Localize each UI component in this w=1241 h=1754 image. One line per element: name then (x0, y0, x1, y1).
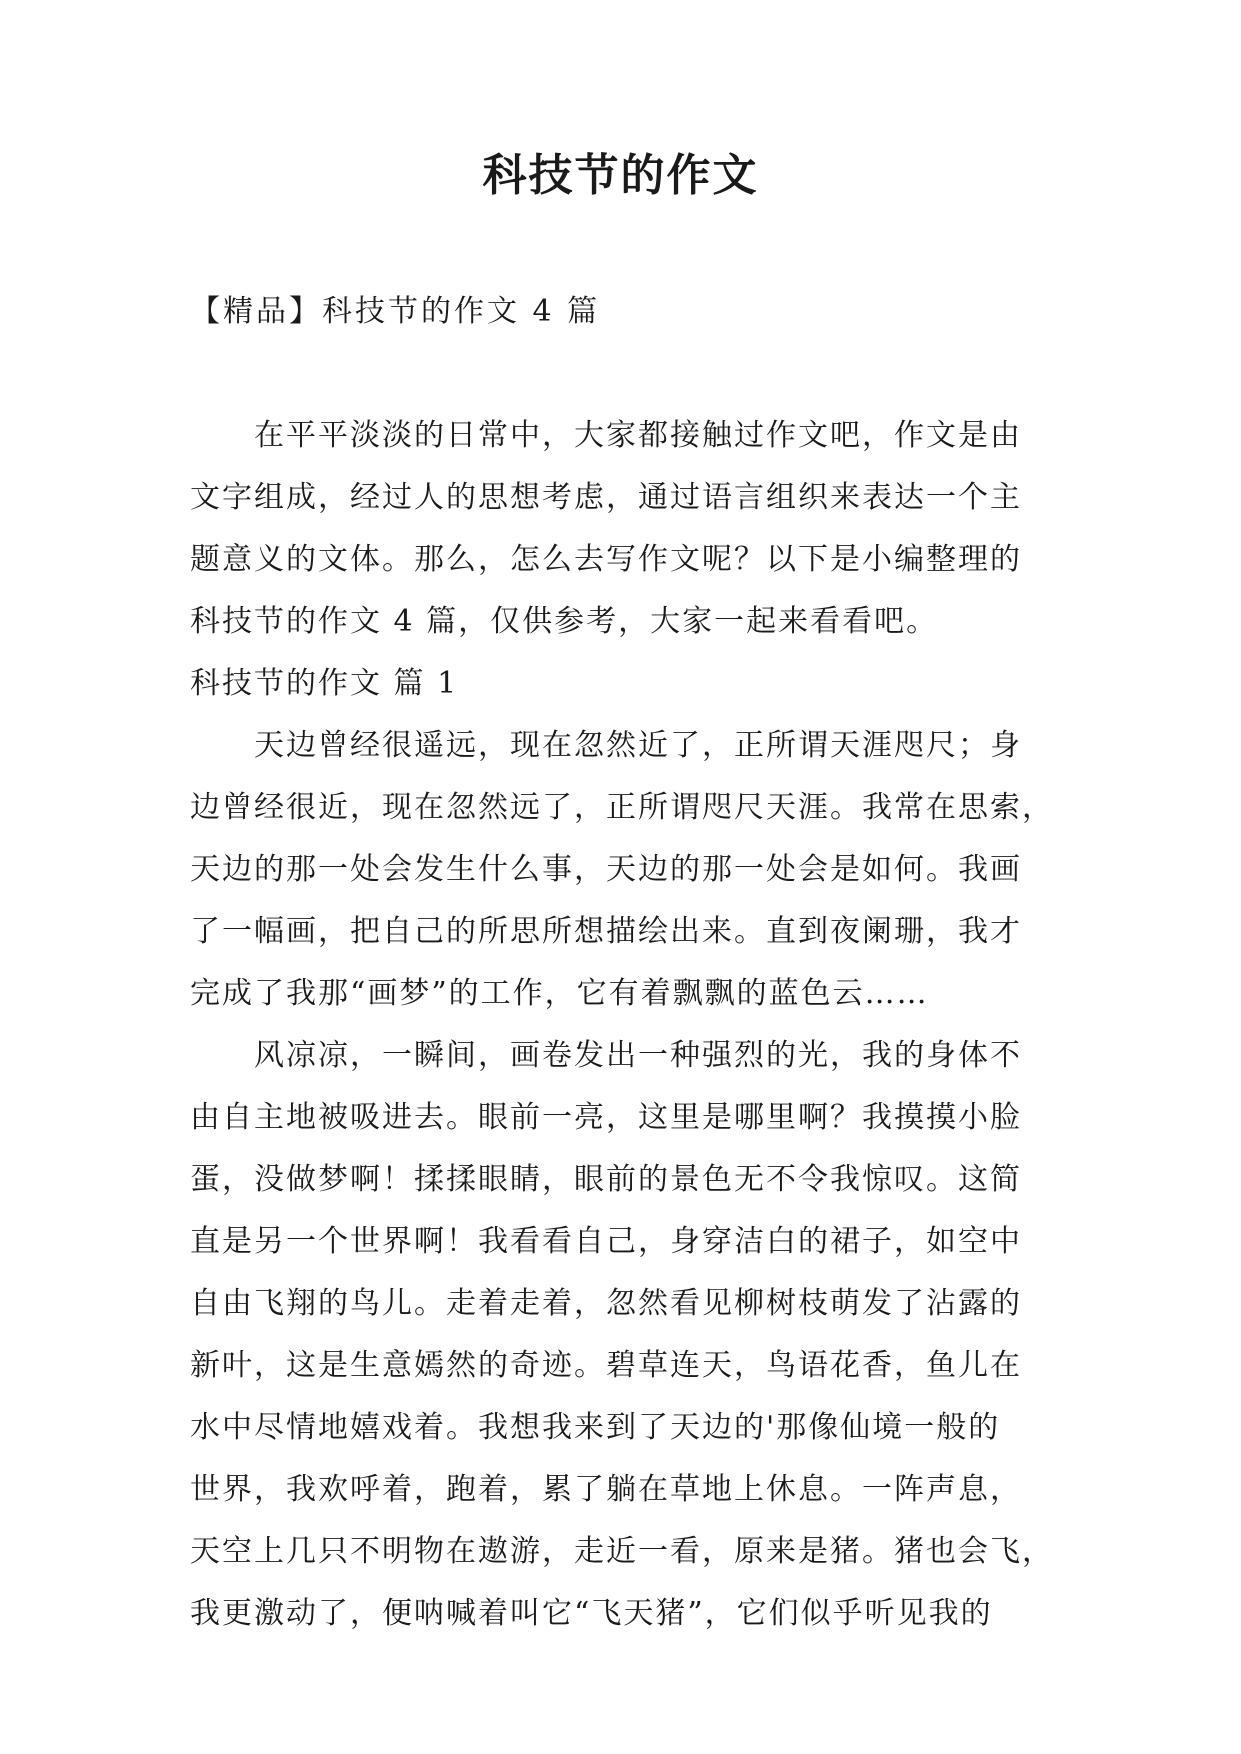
document-subtitle: 【精品】科技节的作文 4 篇 (190, 294, 601, 329)
text-line: 直是另一个世界啊！我看看自己，身穿洁白的裙子，如空中 (190, 1224, 1022, 1259)
text-line: 新叶，这是生意嫣然的奇迹。碧草连天，鸟语花香，鱼儿在 (190, 1348, 1022, 1383)
text-line: 题意义的文体。那么，怎么去写作文呢？以下是小编整理的 (190, 542, 1022, 577)
text-line: 天边的那一处会发生什么事，天边的那一处会是如何。我画 (190, 852, 1022, 887)
text-line: 了一幅画，把自己的所思所想描绘出来。直到夜阑珊，我才 (190, 914, 1022, 949)
text-line: 天边曾经很遥远，现在忽然近了，正所谓天涯咫尺；身 (254, 728, 1022, 763)
text-line: 文字组成，经过人的思想考虑，通过语言组织来表达一个主 (190, 480, 1022, 515)
text-line: 科技节的作文 4 篇，仅供参考，大家一起来看看吧。 (190, 604, 939, 639)
text-line: 世界，我欢呼着，跑着，累了躺在草地上休息。一阵声息， (190, 1472, 1022, 1507)
text-line: 在平平淡淡的日常中，大家都接触过作文吧，作文是由 (254, 418, 1022, 453)
text-line: 科技节的作文 篇 1 (190, 666, 459, 701)
text-line: 我更激动了，便呐喊着叫它“飞天猪”，它们似乎听见我的 (190, 1596, 993, 1631)
text-line: 天空上几只不明物在遨游，走近一看，原来是猪。猪也会飞， (190, 1534, 1054, 1569)
text-line: 自由飞翔的鸟儿。走着走着，忽然看见柳树枝萌发了沾露的 (190, 1286, 1022, 1321)
text-line: 风凉凉，一瞬间，画卷发出一种强烈的光，我的身体不 (254, 1038, 1022, 1073)
text-line: 边曾经很近，现在忽然远了，正所谓咫尺天涯。我常在思索， (190, 790, 1054, 825)
text-line: 由自主地被吸进去。眼前一亮，这里是哪里啊？我摸摸小脸 (190, 1100, 1022, 1135)
document-body (190, 405, 1070, 1645)
text-line: 蛋，没做梦啊！揉揉眼睛，眼前的景色无不令我惊叹。这简 (190, 1162, 1022, 1197)
page-title: 科技节的作文 (482, 150, 759, 201)
text-line: 水中尽情地嬉戏着。我想我来到了天边的'那像仙境一般的 (190, 1410, 1001, 1445)
text-line: 完成了我那“画梦”的工作，它有着飘飘的蓝色云…… (190, 976, 929, 1011)
